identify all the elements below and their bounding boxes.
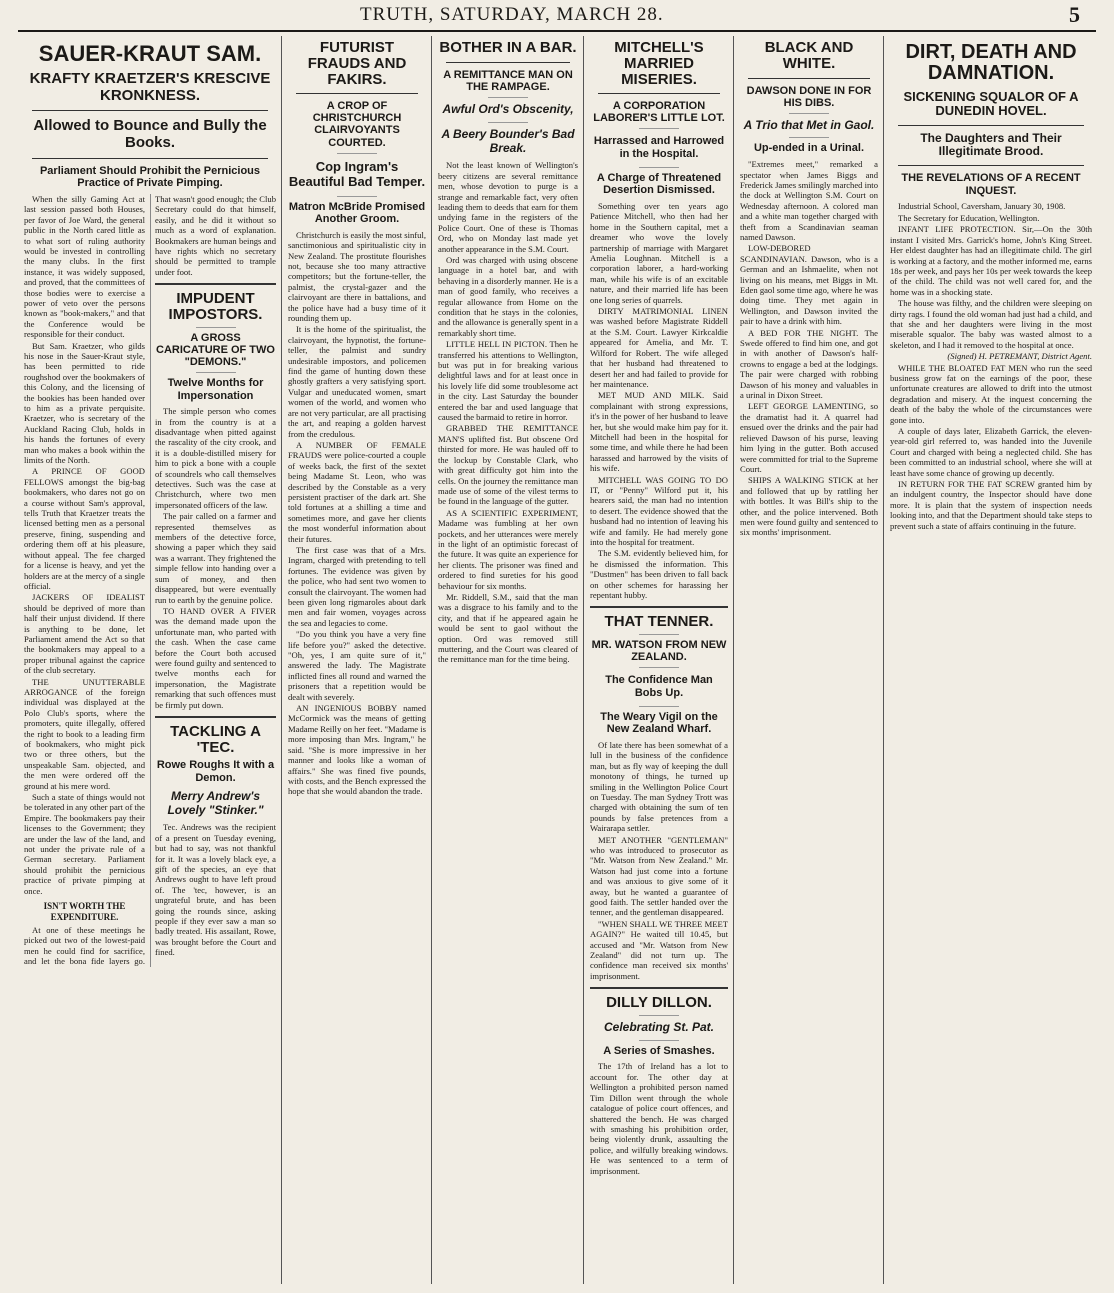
divider <box>155 283 276 285</box>
paragraph: LEFT GEORGE LAMENTING, so the dramatist had it. A quarrel had ensued over the drinks and the pair had relieved Dawson of his purse, leaving him lying in the gutter. Both accused were committed for trial to the Supreme Court. <box>740 401 878 474</box>
article-body <box>24 194 276 967</box>
short-rule <box>639 128 679 129</box>
paragraph: It is the home of the spiritualist, the clairvoyant, the hypnotist, the fortune-teller, the palmist and sundry undesirable impostors, and policemen find the game of hunting down these ghostly grafters a very satisfying sport. Vulgar and uneducated women, smart women of the world, and women who are not very particular, are all practising the art, and reaping a golden harvest from the credulous. <box>288 324 426 439</box>
subhead: KRAFTY KRAETZER'S KRESCIVE KRONKNESS. <box>29 70 271 104</box>
paragraph: A NUMBER OF FEMALE FRAUDS were police-courted a couple of weeks back, the first of the sextet being Madame St. Leon, who was described by the Constable as a very persistent practiser of the dark art. She told fortunes at a shilling a time and sometimes more, and gave her clients the most wonderful information about their futures. <box>288 439 426 544</box>
paragraph: The simple person who comes in from the country is at a disadvantage when pitted against the rascality of the city crook, and it is a double-distilled misery for him to pick a bone with a couple of scoundrels who call themselves detectives. Such was the case at Christchurch, where two men impersonated officers of the law. <box>155 406 276 510</box>
deck: A GROSS CARICATURE OF TWO "DEMONS." <box>156 331 275 368</box>
headline: FUTURIST FRAUDS AND FAKIRS. <box>307 39 407 88</box>
paragraph: "Do you think you have a very fine life before you?" asked the detective. "Oh, yes, I am quite sure of it," answered the lady. The Magistrate inflicted fines all round and warned the prisoners that a repetition would be dealt with severely. <box>288 629 426 702</box>
headline: BOTHER IN A BAR. <box>439 39 577 56</box>
paragraph: SHIPS A WALKING STICK at her and followed that up by rattling her with bottles. It was Bill's ship to the other, and the police intervened. Both men were found guilty and sentenced to six months' imprisonment. <box>740 475 878 538</box>
tag: A Trio that Met in Gaol. <box>743 117 875 132</box>
short-rule <box>639 1015 679 1016</box>
headline: DIRT, DEATH AND DAMNATION. <box>905 41 1077 84</box>
short-rule <box>196 327 236 328</box>
article-bother-in-a-bar <box>432 36 584 1284</box>
divider <box>296 93 418 94</box>
headline-impostors: IMPUDENT IMPOSTORS. <box>168 290 263 323</box>
divider <box>898 165 1084 166</box>
paragraph: AS A SCIENTIFIC EXPERIMENT, Madame was fumbling at her own pockets, and her utterances were merely in the light of an optimistic forecast of the future. It was quite an experience for her clients. The prisoner was fined and ordered to find sureties for his good behaviour for six months. <box>438 507 578 591</box>
paragraph: MET ANOTHER "GENTLEMAN" who was introduced to prosecutor as "Mr. Watson from New Zealand." Mr. Watson had just come into a fortune and was anxious to give some of it away, but he wanted a guarantee of good faith. The settler handed over the tenner, and the gentleman disappeared. <box>590 834 728 918</box>
deck: A REMITTANCE MAN ON THE RAMPAGE. <box>443 68 573 93</box>
paragraph: LOW-DEBORED SCANDINAVIAN. Dawson, who is a German and an Ishmaelite, when not living on his means, met Biggs in Mt. Eden gaol some time ago, where he was doing time. They met again in Wellington, and Dawson invited the pair to have a drink with him. <box>740 243 878 327</box>
tag: Harrassed and Harrowed in the Hospital. <box>593 135 725 161</box>
paragraph: Such a state of things would not be tolerated in any other part of the Empire. The bookmakers pay their licenses to the Government; they are under the law of the land, and not under the private rule of a German secretary. Parliament should prohibit the pernicious practice of private pimping at once. <box>24 792 145 896</box>
headline: MITCHELL'S MARRIED MISERIES. <box>614 39 704 88</box>
article-sauer-kraut-sam <box>18 36 282 1284</box>
tag: Twelve Months for Impersonation <box>167 376 264 402</box>
deck2: The Weary Vigil on the New Zealand Wharf. <box>600 710 718 736</box>
paragraph: AN INGENIOUS BOBBY named McCormick was the means of getting Madame Reilly on her feet. "Madame is more imposing than Mrs. Ingram," he said. "She is more impressive in her manner and looks like a woman of affairs." She was fined five pounds, with costs, and the Bench expressed the hope that she would abandon the trade. <box>288 703 426 797</box>
short-rule <box>639 167 679 168</box>
page-number: 5 <box>1069 2 1080 27</box>
article-futurist-frauds <box>282 36 432 1284</box>
paragraph: At one of these meetings he picked out two of the lowest-paid men he could find for sacrifice, and let the bona fide layers go. That wasn't good enough; the Club Secretary could do that himself, easily, and he did it without so much as a word of explanation. Bookmakers are human beings and have rights which no secretary should be permitted to trample under foot. <box>24 193 276 967</box>
deck: Merry Andrew's Lovely "Stinker." <box>167 788 264 817</box>
letter-to: The Secretary for Education, Wellington. <box>898 212 1040 223</box>
paragraph: Ord was charged with using obscene language in a hotel bar, and with behaving in a disorderly manner. He is a man of good family, who receives a regular allowance from Home on the condition that he stays in the colonies, and the allowance is generally spent in a remarkably short time. <box>438 254 578 338</box>
tag: The Confidence Man Bobs Up. <box>605 674 713 700</box>
headline-dilly-dillon: DILLY DILLON. <box>606 994 712 1012</box>
tag: The Daughters and Their Illegitimate Brood. <box>920 130 1062 159</box>
short-rule <box>639 667 679 668</box>
headline-that-tenner: THAT TENNER. <box>604 613 714 631</box>
divider <box>748 78 870 79</box>
headline: SAUER-KRAUT SAM. <box>38 41 262 66</box>
headline-tackling: TACKLING A 'TEC. <box>170 722 261 756</box>
divider <box>155 716 276 718</box>
tag: Celebrating St. Pat. <box>603 1020 715 1035</box>
paragraph: TO HAND OVER A FIVER was the demand made upon the unfortunate man, who parted with the cash. When the case came before the Court both accused were found guilty and sentenced to twelve months each for impersonation, the Magistrate remarking that such offences must be firmly put down. <box>155 605 276 710</box>
tag: Cop Ingram's Beautiful Bad Temper. <box>288 158 426 189</box>
paragraph: THE UNUTTERABLE ARROGANCE of the foreign individual was displayed at the Polo Club's sports, where the promoters, quite illegally, offered the right to book to a leading firm of bookmakers, who might pick two or three others, but the unspeakable Sam. objected, and the men were ordered off the ground at his mere word. <box>24 676 145 791</box>
paragraph: GRABBED THE REMITTANCE MAN'S uplifted fist. But obscene Ord thirsted for more. He was hauled off to the lockup by Constable Clark, who with great difficulty got him into the cells. On the journey the remittance man made use of some of the vilest terms to be found in the language of the gutter. <box>438 423 578 507</box>
short-rule <box>488 122 528 123</box>
deck: DAWSON DONE IN FOR HIS DIBS. <box>746 84 872 109</box>
paragraph: The pair called on a farmer and represented themselves as members of the detective force, showing a paper which they said was a warrant. They frightened the simple fellow into handing over a sum of money, and then disappeared, but were eventually run to earth by the genuine police. <box>155 511 276 605</box>
paragraph: But Sam. Kraetzer, who gilds his nose in the Sauer-Kraut style, has been permitted to ride roughshod over the bookmakers of this Colony, and the licensing of the bookies has been handed over to him as a private perquisite. Kraetzer, who is secretary of the Auckland Racing Club, holds in his hands the fortunes of every man who makes a book within the limits of the North. <box>24 340 145 466</box>
paragraph: DIRTY MATRIMONIAL LINEN was washed before Magistrate Riddell at the S.M. Court. Lawyer Kirkcaldie appeared for Amelia, and Mr. T. Wilford for Robert. The wife alleged that her husband had threatened to desert her and had failed to provide for her maintenance. <box>590 306 728 389</box>
masthead <box>0 2 1114 30</box>
short-rule <box>639 706 679 707</box>
paragraph: MET MUD AND MILK. Said complainant with strong expressions, it's in the power of her husband to leave her, but she would make him pay for it. Mitchell had been in the hospital for some time, and while there he had been harassed and harrowed by the visits of his wife. <box>590 390 728 474</box>
short-rule <box>789 137 829 138</box>
paragraph: The S.M. evidently believed him, for he dismissed the information. This "Dustmen" has been driven to fall back on other schemes for harassing her repentant hubby. <box>590 548 728 601</box>
paragraph: Christchurch is easily the most sinful, sanctimonious and spiritualistic city in New Zealand. The prostitute flourishes not, because she too many attractive competitors; but the fortune-teller, the palmist, the crystal-gazer and the clairvoyant are there in battalions, and the police have had a busy time of it rounding them up. <box>288 229 426 324</box>
article-mitchells-miseries <box>584 36 734 1284</box>
short-rule <box>196 372 236 373</box>
short-rule <box>488 97 528 98</box>
divider <box>590 606 728 608</box>
article-dirt-death-damnation <box>884 36 1098 1284</box>
divider <box>590 987 728 989</box>
paragraph: LITTLE HELL IN PICTON. Then he transferred his attentions to Wellington, but was put in for breaking various delightful laws and for at least once in his lovely life did some troublesome act in the city. Last Saturday the bounder entered the bar and used language that caused the barmaid to retire in horror. <box>438 339 578 423</box>
headline: BLACK AND WHITE. <box>764 39 854 72</box>
paragraph: A couple of days later, Elizabeth Garrick, the eleven-year-old girl referred to, was handed into the Juvenile Court and charged with being a neglected child. She has been committed to an industrial school, where she will at least have some chance of growing up decently. <box>890 426 1092 478</box>
deck2: Matron McBride Promised Another Groom. <box>288 200 426 226</box>
tagline: Allowed to Bounce and Bully the Books. <box>33 117 267 152</box>
divider <box>898 125 1084 126</box>
subhead: THE REVELATIONS OF A RECENT INQUEST. <box>901 172 1081 197</box>
paragraph: IN RETURN FOR THE FAT SCREW granted him by an indulgent country, the Inspector should have done more. It is plain that the system of inspection needs looking into, and that the Department should take steps to prevent such a state of affairs continuing in the future. <box>890 479 1092 531</box>
paragraph: Of late there has been somewhat of a lull in the business of the confidence man, but as fly way of keeping the dull monotony of things, he turned up smiling in the Wellington Police Court on Tuesday. The man Sydney Trott was charged with obtaining the sum of ten pounds by false pretences from a Wairarapa settler. <box>590 739 728 834</box>
paragraph: MITCHELL WAS GOING TO DO IT, or "Penny" Wilford put it, his hearers said, the man had no intention to desert. The evidence showed that the husband had no intention of leaving his wife and family. He had merely gone into the hospital for treatment. <box>590 474 728 547</box>
masthead-rule <box>18 30 1096 32</box>
deck: A Series of Smashes. <box>603 1044 715 1057</box>
deck: SICKENING SQUALOR OF A DUNEDIN HOVEL. <box>903 89 1079 119</box>
deck: A CORPORATION LABORER'S LITTLE LOT. <box>593 100 725 125</box>
deck2: Up-ended in a Urinal. <box>753 142 864 155</box>
deck2: A Beery Bounder's Bad Break. <box>441 126 575 155</box>
paragraph: INFANT LIFE PROTECTION. Sir,—On the 30th instant I visited Mrs. Garrick's home, John's King Street. Her eldest daughter has had an illegitimate child. The girl is working at a factory, and the mother informed me, earns 18s per week, and pays her 10s per week towards the keep of the child. The child was not well cared for, and the home was in a shocking state. <box>890 224 1092 297</box>
paragraph: Tec. Andrews was the recipient of a present on Tuesday evening, but had to say, was not thankful for it. It was a lovely black eye, a gift of the species, an eye that Andrews ought to have left proud of. The 'tec, however, is an ungrateful brute, and has been going the rounds since, asking people if they ever saw a man so badly treated. His assailant, Rowe, was brought before the Court and fined. <box>155 822 276 958</box>
tag: Rowe Roughs It with a Demon. <box>156 759 275 785</box>
paragraph: The 17th of Ireland has a lot to account for. The other day at Wellington a prohibited person named Tim Dillon went through the whole catalogue of police court offences, and shattered the bench. He was charged with smashing his prohibition order, being violently drunk, assaulting the police, and wilfully breaking windows. He was sentenced to a term of imprisonment. <box>590 1061 728 1176</box>
deck: MR. WATSON FROM NEW ZEALAND. <box>591 639 727 664</box>
short-rule <box>789 113 829 114</box>
subheading: ISN'T WORTH THE EXPENDITURE. <box>43 901 126 922</box>
masthead-title: TRUTH, SATURDAY, MARCH 28. <box>360 4 664 25</box>
paragraph: A PRINCE OF GOOD FELLOWS amongst the big-bag bookmakers, who dares not go on a course without Sam's approval, tells Truth that Kraetzer treats the licensed betting men as a personal preserve, fining, suspending and ordering them off at his pleasure, without appeal. The fee charged for a license is heavy, and yet the holders are at the mercy of a single official. <box>24 466 145 591</box>
short-rule <box>639 1040 679 1041</box>
short-rule <box>337 153 377 154</box>
paragraph: Not the least known of Wellington's beery citizens are several remittance men, whose devotion to purge is a strange and remarkable fact, very often leading them to deeds that earn for them undying fame in the registers of the Police Court. One of these is Thomas Ord, who on Monday last made yet another appearance in the S.M. Court. <box>438 160 578 254</box>
divider <box>32 158 268 159</box>
letter-head: Industrial School, Caversham, January 30, 1908. <box>898 201 1066 212</box>
divider <box>598 93 720 94</box>
deck: A CROP OF CHRISTCHURCH CLAIRVOYANTS COURTED. <box>312 100 402 149</box>
deck2: A Charge of Threatened Desertion Dismissed. <box>596 171 722 197</box>
tag: Awful Ord's Obscenity, <box>442 101 574 116</box>
paragraph: The house was filthy, and the children were sleeping on dirty rags. I found the old woman had just had a child, and that she and her daughters were living in the most miserable squalor. The baby was wasted almost to a skeleton, and I had it removed to the hospital at once. <box>890 298 1092 350</box>
article-black-and-white <box>734 36 884 1284</box>
paragraph: Something over ten years ago Patience Mitchell, who then had her home in the Southern capital, met a dreamer who wove the lovely partnership of marriage with Margaret Amelia Loughnan. Mitchell is a corporation laborer, a hard-working man, while his wife is of an excitable nature, and their married life has been one long series of quarrels. <box>590 201 728 305</box>
paragraph: When the silly Gaming Act at last session passed both Houses, per favor of Joe Ward, the general public in the North cared little as to what sort of ruling authority would be invested in controlling the many clubs. In the first instance, it was widely supposed, and proved, that the committees of those bodies were to exercise a power of veto over the persons known as "book-makers," and that the Conference would be responsible for their conduct. <box>24 193 145 340</box>
deck: Parliament Should Prohibit the Pernicious Practice of Private Pimping. <box>39 164 261 190</box>
paragraph: A BED FOR THE NIGHT. The Swede offered to find him one, and got in with another of Dawson's half-crowns to engage a bed at the lodgings. The pair were charged with robbing Dawson of his money and valuables in a urinal in Dixon Street. <box>740 327 878 401</box>
paragraph: JACKERS OF IDEALIST should be deprived of more than half their unjust dividend. If there is anything to be done, let Parliament amend the Act so that the bookmakers may appeal to a proper tribunal against the caprice of the club secretary. <box>24 592 145 676</box>
short-rule <box>337 196 377 197</box>
divider <box>446 62 570 63</box>
paragraph: WHILE THE BLOATED FAT MEN who run the seed business grow fat on the earnings of the poor, these unfortunate creatures are allowed to drift into the utmost degradation and misery. At the inquest concerning the death of the baby the whole of the circumstances were gone into. <box>890 362 1092 425</box>
short-rule <box>639 634 679 635</box>
paragraph: The first case was that of a Mrs. Ingram, charged with pretending to tell fortunes. The evidence was given by the police, who had sent two women to consult the clairvoyant. The women had been given long rigmaroles about dark men and fair women, voyages across the sea and legacies to come. <box>288 544 426 628</box>
paragraph: "Extremes meet," remarked a spectator when James Biggs and Frederick James smilingly marched into the dock at Wellington S.M. Court on Wednesday afternoon. A colored man and a white man together charged with theft from a Scandinavian seaman named Dawson. <box>740 159 878 242</box>
paragraph: "WHEN SHALL WE THREE MEET AGAIN?" He waited till 10.45, but accused and "Mr. Watson from New Zealand" did not turn up. The confidence man received six months' imprisonment. <box>590 918 728 981</box>
paragraph: Mr. Riddell, S.M., said that the man was a disgrace to his family and to the city, and that if he appeared again he would be sent to gaol without the option. Ord was removed still muttering, and the Court was cleared of the remittance man for the time being. <box>438 591 578 665</box>
signoff: (Signed) H. PETREMANT, District Agent. <box>947 351 1092 362</box>
divider <box>32 110 268 111</box>
